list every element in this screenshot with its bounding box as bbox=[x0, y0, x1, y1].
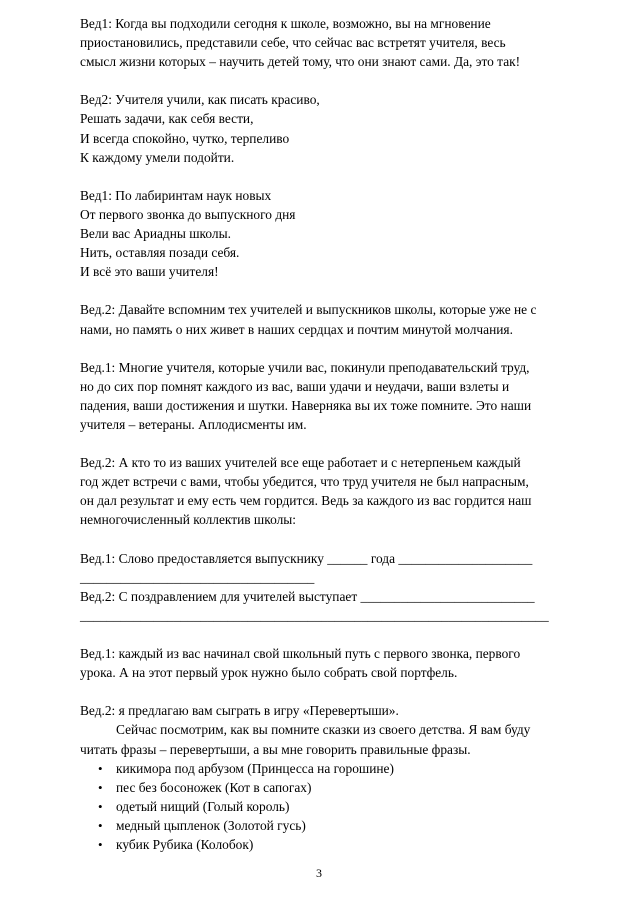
list-item: • пес без босоножек (Кот в сапогах) bbox=[98, 778, 600, 797]
text-line: Вед1: Когда вы подходили сегодня к школе, возможно, вы на мгновение bbox=[80, 16, 491, 31]
text-line: нами, но память о них живет в наших сердцах и почтим минутой молчания. bbox=[80, 321, 513, 337]
text-line: но до сих пор помнят каждого из вас, ваши удачи и неудачи, ваши взлеты и bbox=[80, 378, 510, 394]
text-line: Решать задачи, как себя вести, bbox=[80, 111, 254, 127]
text-line: Вед.2: С поздравлением для учителей выступает __________________________ bbox=[80, 588, 535, 604]
text-line: Нить, оставляя позади себя. bbox=[80, 245, 240, 261]
text-line: падения, ваши достижения и шутки. Наверняка вы их тоже помните. Это наши bbox=[80, 397, 532, 413]
game-indented-line: Сейчас посмотрим, как вы помните сказки из своего детства. Я вам буду bbox=[116, 722, 531, 738]
text-line: От первого звонка до выпускного дня bbox=[80, 206, 296, 222]
text-line: ______________________________________________________________________ bbox=[80, 607, 549, 623]
paragraph-speakers bbox=[80, 549, 600, 625]
text-line: И всё это ваши учителя! bbox=[80, 264, 219, 280]
text-line: немногочисленный коллектив школы: bbox=[80, 512, 296, 528]
list-item: • одетый нищий (Голый король) bbox=[98, 797, 600, 816]
text-line: учителя – ветераны. Аплодисменты им. bbox=[80, 416, 307, 432]
text-line: Вели вас Ариадны школы. bbox=[80, 226, 231, 242]
paragraph-game bbox=[80, 701, 600, 854]
text-line: он дал результат и ему есть чем гордится. Ведь за каждого из вас гордится наш bbox=[80, 493, 532, 509]
text-line: Вед.1: Слово предоставляется выпускнику ______ года ____________________ bbox=[80, 550, 533, 566]
game-bullet-list bbox=[80, 759, 600, 854]
paragraph-intro bbox=[80, 14, 600, 71]
text-line: К каждому умели подойти. bbox=[80, 149, 235, 165]
text-line: Вед.2: А кто то из ваших учителей все еще работает и с нетерпеньем каждый bbox=[80, 455, 521, 471]
game-continuation: читать фразы – перевертыши, а вы мне говорить правильные фразы. bbox=[80, 741, 471, 757]
paragraph-poem-2 bbox=[80, 186, 600, 281]
document-body bbox=[80, 14, 600, 854]
paragraph-memory bbox=[80, 300, 600, 338]
text-line: Вед2: Учителя учили, как писать красиво, bbox=[80, 92, 320, 108]
text-line: ___________________________________ bbox=[80, 569, 315, 585]
list-item: • медный цыпленок (Золотой гусь) bbox=[98, 816, 600, 835]
paragraph-first-lesson bbox=[80, 644, 600, 682]
text-line: урока. А на этот первый урок нужно было собрать свой портфель. bbox=[80, 665, 458, 681]
text-line: И всегда спокойно, чутко, терпеливо bbox=[80, 130, 290, 146]
text-line: Вед1: По лабиринтам наук новых bbox=[80, 187, 272, 203]
text-line: смысл жизни которых – научить детей тому, что они знают сами. Да, это так! bbox=[80, 54, 521, 70]
list-item: • кубик Рубика (Колобок) bbox=[98, 835, 600, 854]
page-number: 3 bbox=[316, 866, 322, 880]
text-line: Вед.2: Давайте вспомним тех учителей и выпускников школы, которые уже не с bbox=[80, 302, 537, 318]
paragraph-veterans bbox=[80, 358, 600, 434]
paragraph-poem-1 bbox=[80, 90, 600, 166]
text-line: приостановились, представили себе, что сейчас вас встретят учителя, весь bbox=[80, 35, 506, 51]
text-line: Вед.1: Многие учителя, которые учили вас, покинули преподавательский труд, bbox=[80, 359, 530, 375]
paragraph-current-teachers bbox=[80, 453, 600, 529]
text-line: Вед.1: каждый из вас начинал свой школьный путь с первого звонка, первого bbox=[80, 646, 521, 662]
list-item: • кикимора под арбузом (Принцесса на горошине) bbox=[98, 759, 600, 778]
text-line: год ждет встречи с вами, чтобы убедится, что труд учителя не был напрасным, bbox=[80, 474, 529, 490]
game-intro: Вед.2: я предлагаю вам сыграть в игру «Перевертыши». bbox=[80, 703, 399, 719]
